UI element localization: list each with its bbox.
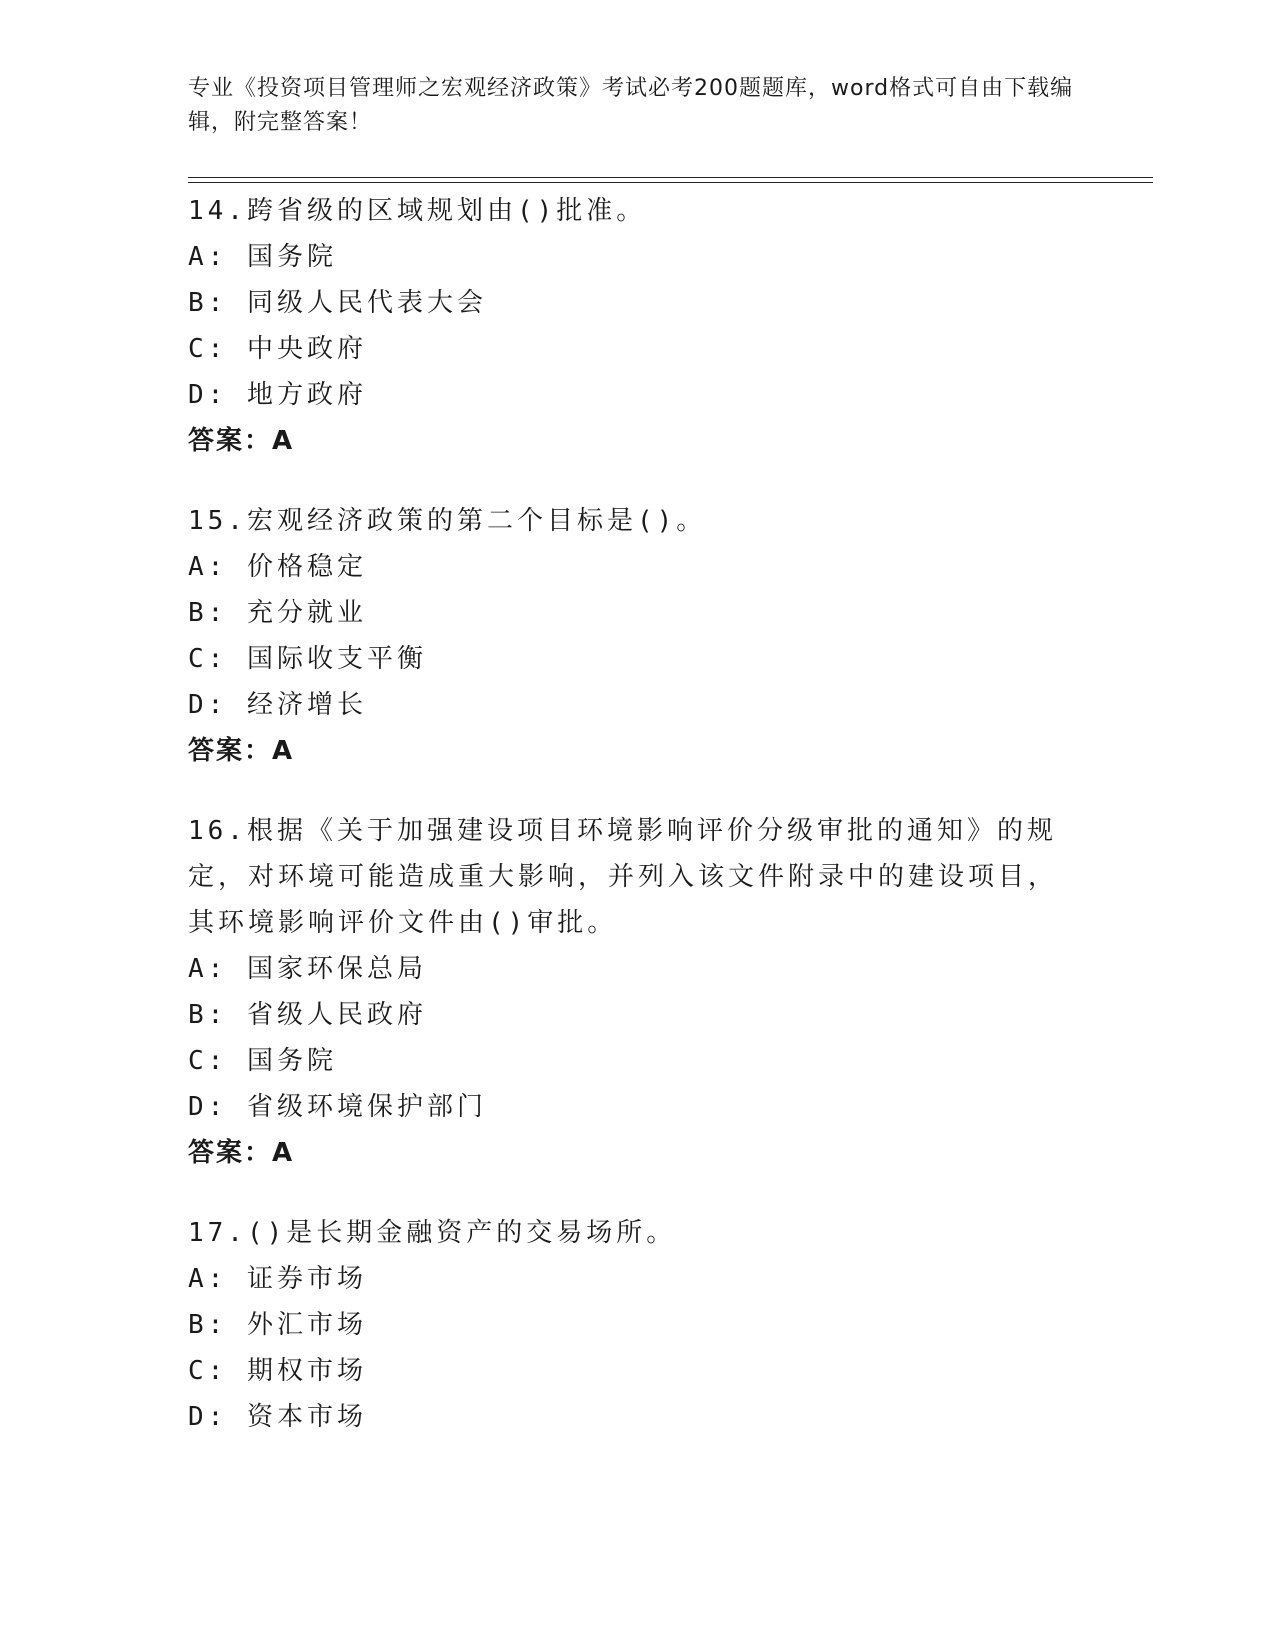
option-d: D: 经济增长 <box>188 690 367 720</box>
option-a: A: 证券市场 <box>188 1264 367 1294</box>
question-stem: 14.跨省级的区域规划由()批准。 <box>188 196 647 226</box>
document-header: 专业《投资项目管理师之宏观经济政策》考试必考200题题库，word格式可自由下载编辑，附完整答案！ <box>188 76 1074 135</box>
option-c: C: 国务院 <box>188 1046 337 1076</box>
header-rule-top <box>188 177 1153 178</box>
option-b: B: 省级人民政府 <box>188 1000 427 1030</box>
question-stem: 15.宏观经济政策的第二个目标是()。 <box>188 506 707 536</box>
question-stem: 17.()是长期金融资产的交易场所。 <box>188 1218 677 1248</box>
option-d: D: 资本市场 <box>188 1402 367 1432</box>
question-16 <box>188 808 1078 1176</box>
option-a: A: 国家环保总局 <box>188 954 427 984</box>
question-list <box>188 188 1078 1474</box>
header-rule-bottom <box>188 182 1153 183</box>
answer-line: 答案：A <box>188 1138 295 1168</box>
option-d: D: 省级环境保护部门 <box>188 1092 487 1122</box>
option-d: D: 地方政府 <box>188 380 367 410</box>
answer-line: 答案：A <box>188 736 295 766</box>
option-a: A: 价格稳定 <box>188 552 367 582</box>
question-14 <box>188 188 1078 464</box>
option-b: B: 外汇市场 <box>188 1310 367 1340</box>
answer-line: 答案：A <box>188 426 295 456</box>
option-c: C: 期权市场 <box>188 1356 367 1386</box>
question-17 <box>188 1210 1078 1440</box>
option-a: A: 国务院 <box>188 242 337 272</box>
option-c: C: 中央政府 <box>188 334 367 364</box>
option-b: B: 同级人民代表大会 <box>188 288 487 318</box>
option-c: C: 国际收支平衡 <box>188 644 427 674</box>
question-stem: 16.根据《关于加强建设项目环境影响评价分级审批的通知》的规定，对环境可能造成重大影响，并列入该文件附录中的建设项目，其环境影响评价文件由()审批。 <box>188 816 1059 938</box>
question-15 <box>188 498 1078 774</box>
option-b: B: 充分就业 <box>188 598 367 628</box>
